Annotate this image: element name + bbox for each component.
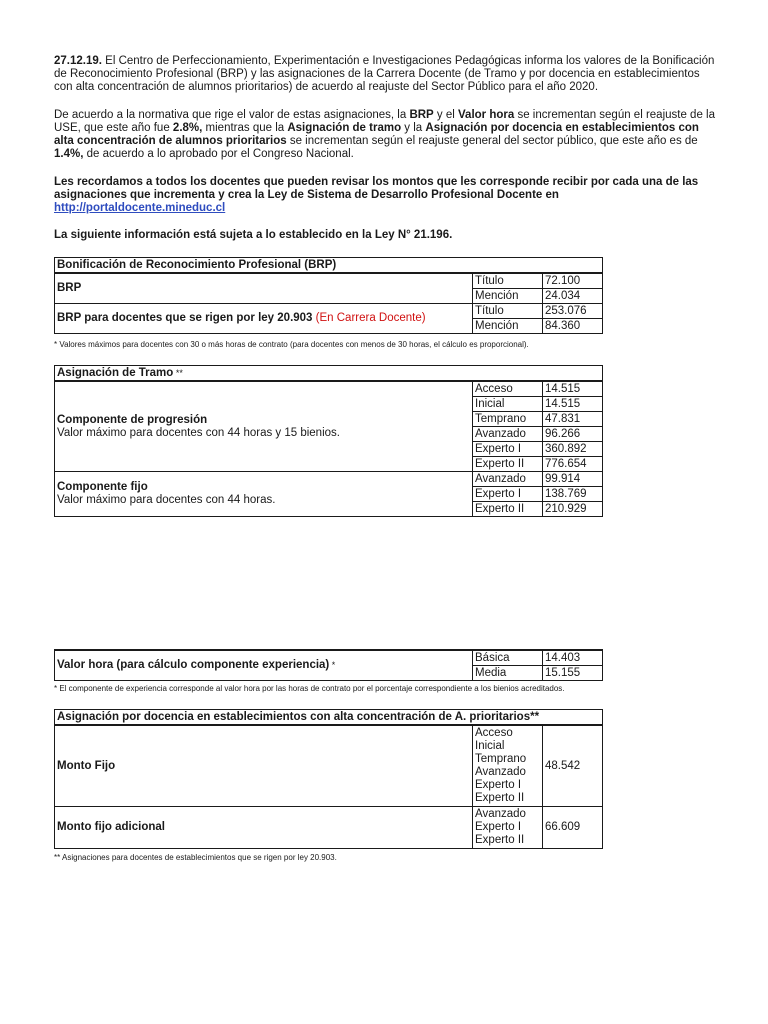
- brp-titulo-value: 72.100: [543, 273, 603, 289]
- progresion-cell: [55, 381, 473, 472]
- portal-docente-link[interactable]: http://portaldocente.mineduc.cl: [54, 202, 226, 214]
- intro-paragraph-2: [54, 109, 720, 161]
- level-item: Experto II: [475, 792, 525, 804]
- level-item: Acceso: [475, 727, 513, 739]
- progresion-desc: Valor máximo para docentes con 44 horas y 15 bienios.: [57, 426, 340, 439]
- table-row: [55, 650, 603, 666]
- level-item: Avanzado: [475, 808, 526, 820]
- level-item: Experto I: [475, 821, 522, 833]
- brp-footnote: * Valores máximos para docentes con 30 o más horas de contrato (para docentes con menos de 30 horas, el cálculo es proporcional).: [54, 340, 529, 349]
- valor-hora-term: Valor hora: [458, 109, 515, 121]
- publication-date: 27.12.19.: [54, 55, 102, 67]
- tramo-level-value: 14.515: [543, 397, 603, 412]
- monto-fijo-adicional-value: 66.609: [543, 807, 603, 849]
- level-item: Experto I: [475, 779, 522, 791]
- use-percent: 2.8%,: [172, 122, 203, 134]
- intro-text-2b: y el: [433, 109, 459, 121]
- monto-fijo-label: Monto Fijo: [55, 725, 473, 807]
- monto-fijo-value: 48.542: [543, 725, 603, 807]
- fijo-cell: [55, 472, 473, 517]
- intro-text-3: Les recordamos a todos los docentes que pueden revisar los montos que les corresponde recibir por cada una de las asignaciones que incrementa y crea la Ley de Sistema de Desarrollo Profesional Docente en: [54, 176, 699, 201]
- valor-media-label: Media: [473, 666, 543, 681]
- table-row: [55, 273, 603, 289]
- tramo-level-value: 776.654: [543, 457, 603, 472]
- brp-titulo-label: Título: [473, 273, 543, 289]
- fijo-level-value: 99.914: [543, 472, 603, 487]
- intro-text-2c: se incrementan según el reajuste de la USE, que este año fue: [54, 109, 715, 134]
- valor-hora-footnote: * El componente de experiencia corresponde al valor hora por las horas de contrato por el porcentaje correspondiente a los bienios acreditados.: [54, 684, 565, 693]
- brp-carrera-row-label: BRP para docentes que se rigen por ley 20.903 (En Carrera Docente): [55, 304, 473, 334]
- valor-hora-table: [54, 649, 603, 681]
- intro-text-2e: y la: [401, 122, 426, 134]
- level-item: Avanzado: [475, 766, 526, 778]
- brp-carrera-mencion-value: 84.360: [543, 319, 603, 334]
- valor-hora-label: Valor hora (para cálculo componente experiencia) *: [55, 650, 473, 681]
- intro-text-2d: mientras que la: [202, 122, 288, 134]
- fijo-level-value: 138.769: [543, 487, 603, 502]
- docencia-table-header: Asignación por docencia en establecimientos con alta concentración de A. prioritarios**: [55, 710, 603, 726]
- monto-fijo-adicional-label: Monto fijo adicional: [55, 807, 473, 849]
- tramo-table-header-row: [55, 366, 603, 382]
- intro-text-2f: se incrementan según el reajuste general del sector público, que este año es de: [286, 135, 698, 147]
- brp-table: [54, 257, 603, 334]
- intro-text-2g: de acuerdo a lo aprobado por el Congreso Nacional.: [83, 148, 354, 160]
- valor-media-value: 15.155: [543, 666, 603, 681]
- brp-mencion-value: 24.034: [543, 289, 603, 304]
- table-row: [55, 304, 603, 319]
- tramo-level-label: Acceso: [473, 381, 543, 397]
- brp-carrera-titulo-label: Título: [473, 304, 543, 319]
- intro-paragraph-3: [54, 176, 720, 215]
- brp-carrera-mencion-label: Mención: [473, 319, 543, 334]
- fijo-level-label: Experto II: [473, 502, 543, 517]
- carrera-docente-note: (En Carrera Docente): [315, 312, 426, 324]
- brp-term: BRP: [409, 109, 434, 121]
- tramo-level-value: 47.831: [543, 412, 603, 427]
- tramo-level-label: Avanzado: [473, 427, 543, 442]
- intro-paragraph-1: [54, 55, 720, 94]
- tramo-level-label: Temprano: [473, 412, 543, 427]
- docencia-footnote: ** Asignaciones para docentes de establecimientos que se rigen por ley 20.903.: [54, 853, 337, 862]
- monto-fijo-levels: [473, 725, 543, 807]
- docencia-term: Asignación por docencia en establecimientos con alta concentración de alumnos prioritarios: [54, 122, 699, 147]
- brp-table-header-row: [55, 258, 603, 274]
- public-sector-percent: 1.4%,: [54, 148, 84, 160]
- tramo-level-value: 96.266: [543, 427, 603, 442]
- tramo-level-value: 14.515: [543, 381, 603, 397]
- docencia-table-header-row: [55, 710, 603, 726]
- tramo-level-value: 360.892: [543, 442, 603, 457]
- table-row: [55, 381, 603, 397]
- monto-fijo-adicional-levels: [473, 807, 543, 849]
- tramo-level-label: Experto I: [473, 442, 543, 457]
- brp-table-header: Bonificación de Reconocimiento Profesional (BRP): [55, 258, 603, 274]
- intro-text-1: El Centro de Perfeccionamiento, Experimentación e Investigaciones Pedagógicas informa los valores de la Bonificación de Reconocimiento Profesional (BRP) y las asignaciones de la Carrera Docente (de Tramo y por docencia en establecimientos con alta concentración de alumnos prioritarios) de acuerdo al reajuste del Sector Público para el año 2020.: [54, 55, 715, 93]
- brp-row-label: BRP: [55, 273, 473, 304]
- fijo-level-label: Experto I: [473, 487, 543, 502]
- tramo-level-label: Inicial: [473, 397, 543, 412]
- tramo-level-label: Experto II: [473, 457, 543, 472]
- valor-basica-value: 14.403: [543, 650, 603, 666]
- tramo-table-header: Asignación de Tramo **: [55, 366, 603, 382]
- valor-basica-label: Básica: [473, 650, 543, 666]
- brp-carrera-titulo-value: 253.076: [543, 304, 603, 319]
- table-row: [55, 725, 603, 807]
- fijo-level-label: Avanzado: [473, 472, 543, 487]
- intro-paragraph-4: La siguiente información está sujeta a lo establecido en la Ley N° 21.196.: [54, 229, 453, 241]
- level-item: Inicial: [475, 740, 505, 752]
- table-row: [55, 472, 603, 487]
- fijo-title: Componente fijo: [57, 481, 148, 493]
- intro-text-2a: De acuerdo a la normativa que rige el valor de estas asignaciones, la: [54, 109, 410, 121]
- tramo-table: [54, 365, 603, 517]
- docencia-table: [54, 709, 603, 849]
- fijo-desc: Valor máximo para docentes con 44 horas.: [57, 494, 276, 506]
- brp-mencion-label: Mención: [473, 289, 543, 304]
- level-item: Temprano: [475, 753, 527, 765]
- progresion-title: Componente de progresión: [57, 413, 208, 426]
- level-item: Experto II: [475, 834, 525, 846]
- tramo-term: Asignación de tramo: [287, 122, 402, 134]
- table-row: [55, 807, 603, 849]
- fijo-level-value: 210.929: [543, 502, 603, 517]
